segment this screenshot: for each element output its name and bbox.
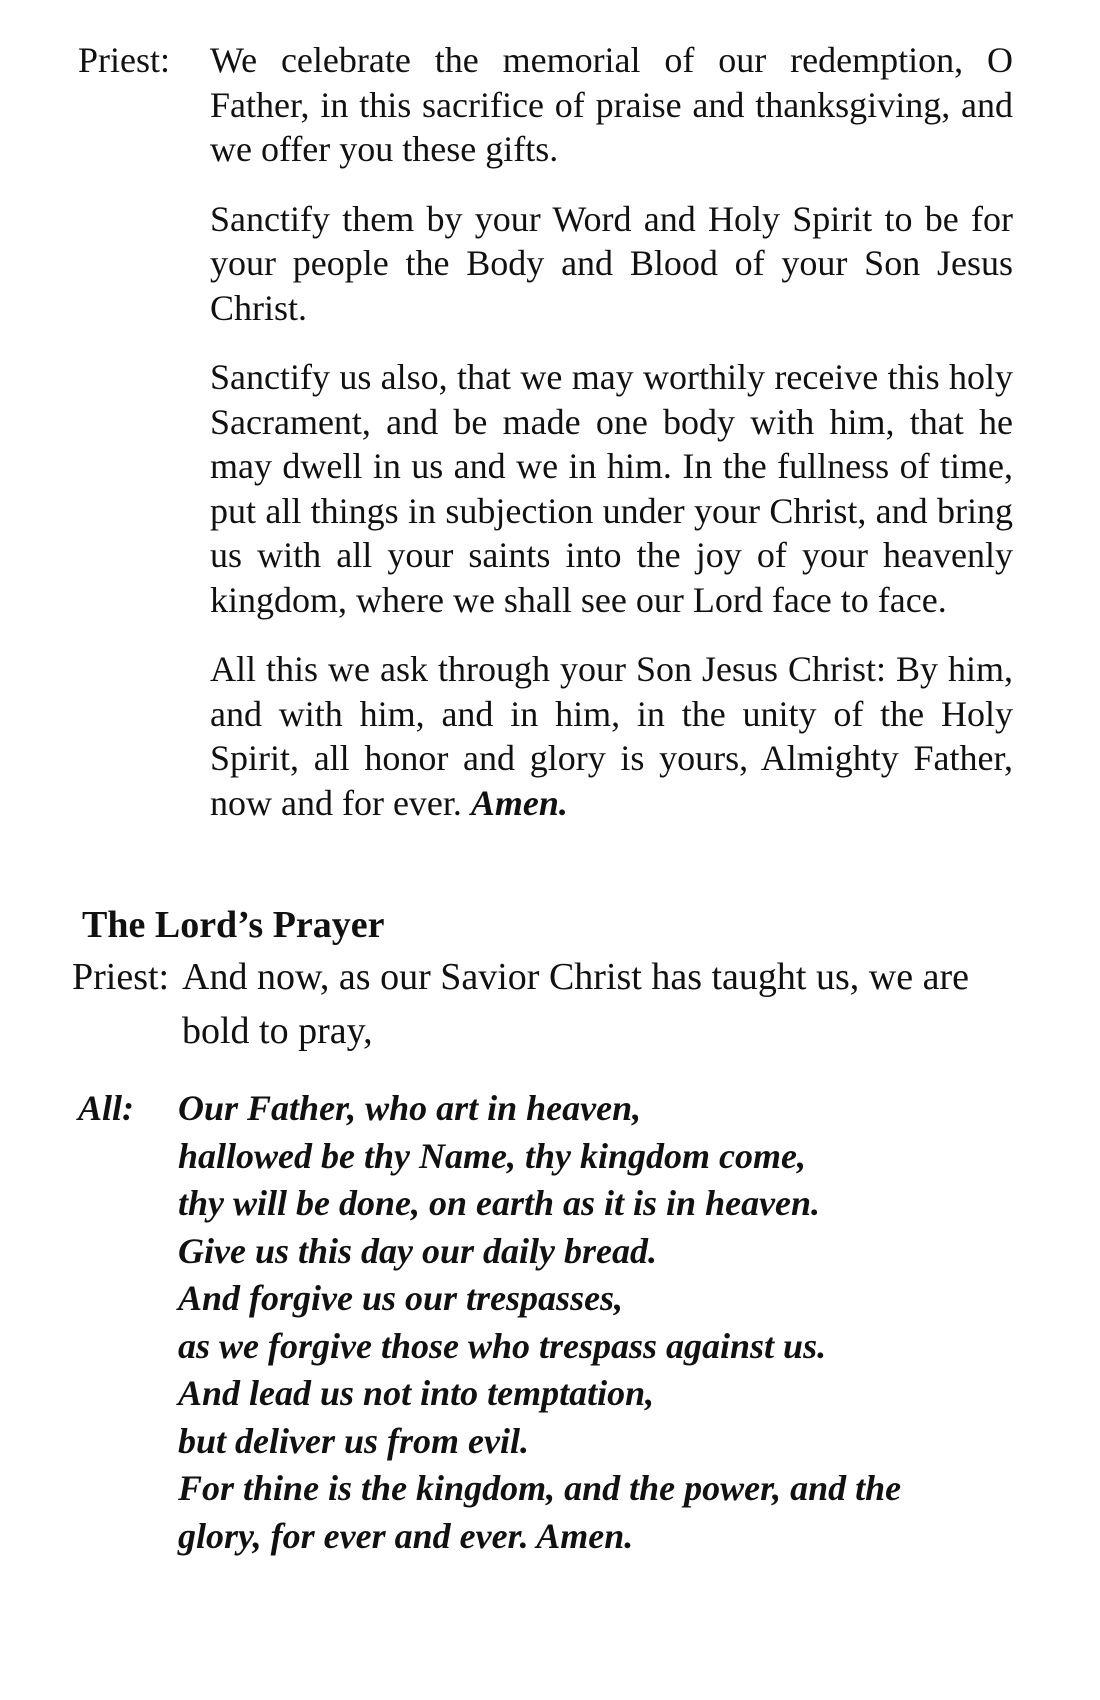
amen-response: Amen.	[470, 782, 568, 823]
prayer-paragraph: Sanctify us also, that we may worthily receive this holy Sacrament, and be made one body with him, that he may dwell in us and we in him. In the fullness of time, put all things in subjection under your Christ, and bring us with all your saints into the joy of your heavenly kingdom, where we shall see our Lord face to face.	[210, 357, 1013, 620]
eucharistic-prayer-section	[78, 38, 1013, 850]
prayer-line: as we forgive those who trespass against us.	[178, 1325, 827, 1366]
prayer-paragraph: Sanctify them by your Word and Holy Spirit to be for your people the Body and Blood of your Son Jesus Christ.	[210, 198, 1013, 328]
speaker-label-all: All:	[78, 1088, 135, 1128]
prayer-line: And lead us not into temptation,	[178, 1373, 655, 1413]
prayer-paragraph-final-text: All this we ask through your Son Jesus Christ: By him, and with him, and in him, in the unity of the Holy Spirit, all honor and glory is yours, Almighty Father, now and for ever.	[210, 649, 1013, 823]
prayer-paragraph: We celebrate the memorial of our redemption, O Father, in this sacrifice of praise and thanksgiving, and we offer you these gifts.	[210, 40, 1013, 169]
lords-prayer-lines	[178, 1085, 1018, 1560]
lords-prayer-priest-invitation	[72, 950, 1017, 1058]
prayer-line: For thine is the kingdom, and the power, and the	[178, 1468, 902, 1508]
speaker-label-priest: Priest:	[72, 956, 170, 998]
prayer-line: thy will be done, on earth as it is in heaven.	[178, 1183, 821, 1223]
speaker-label-priest: Priest:	[78, 40, 171, 80]
section-heading-lords-prayer: The Lord’s Prayer	[82, 904, 385, 946]
prayer-line: glory, for ever and ever. Amen.	[178, 1515, 634, 1556]
lords-prayer-all-response	[78, 1085, 1018, 1560]
prayer-line: Our Father, who art in heaven,	[178, 1088, 642, 1128]
prayer-line: but deliver us from evil.	[178, 1420, 529, 1461]
priest-invitation-text: And now, as our Savior Christ has taught us, we are bold to pray,	[182, 956, 969, 1052]
prayer-line: hallowed be thy Name, thy kingdom come,	[178, 1135, 806, 1176]
eucharistic-prayer-text	[210, 38, 1013, 825]
prayer-line: And forgive us our trespasses,	[178, 1278, 624, 1318]
prayer-paragraph-final	[210, 647, 1013, 825]
prayer-line: Give us this day our daily bread.	[178, 1230, 658, 1271]
